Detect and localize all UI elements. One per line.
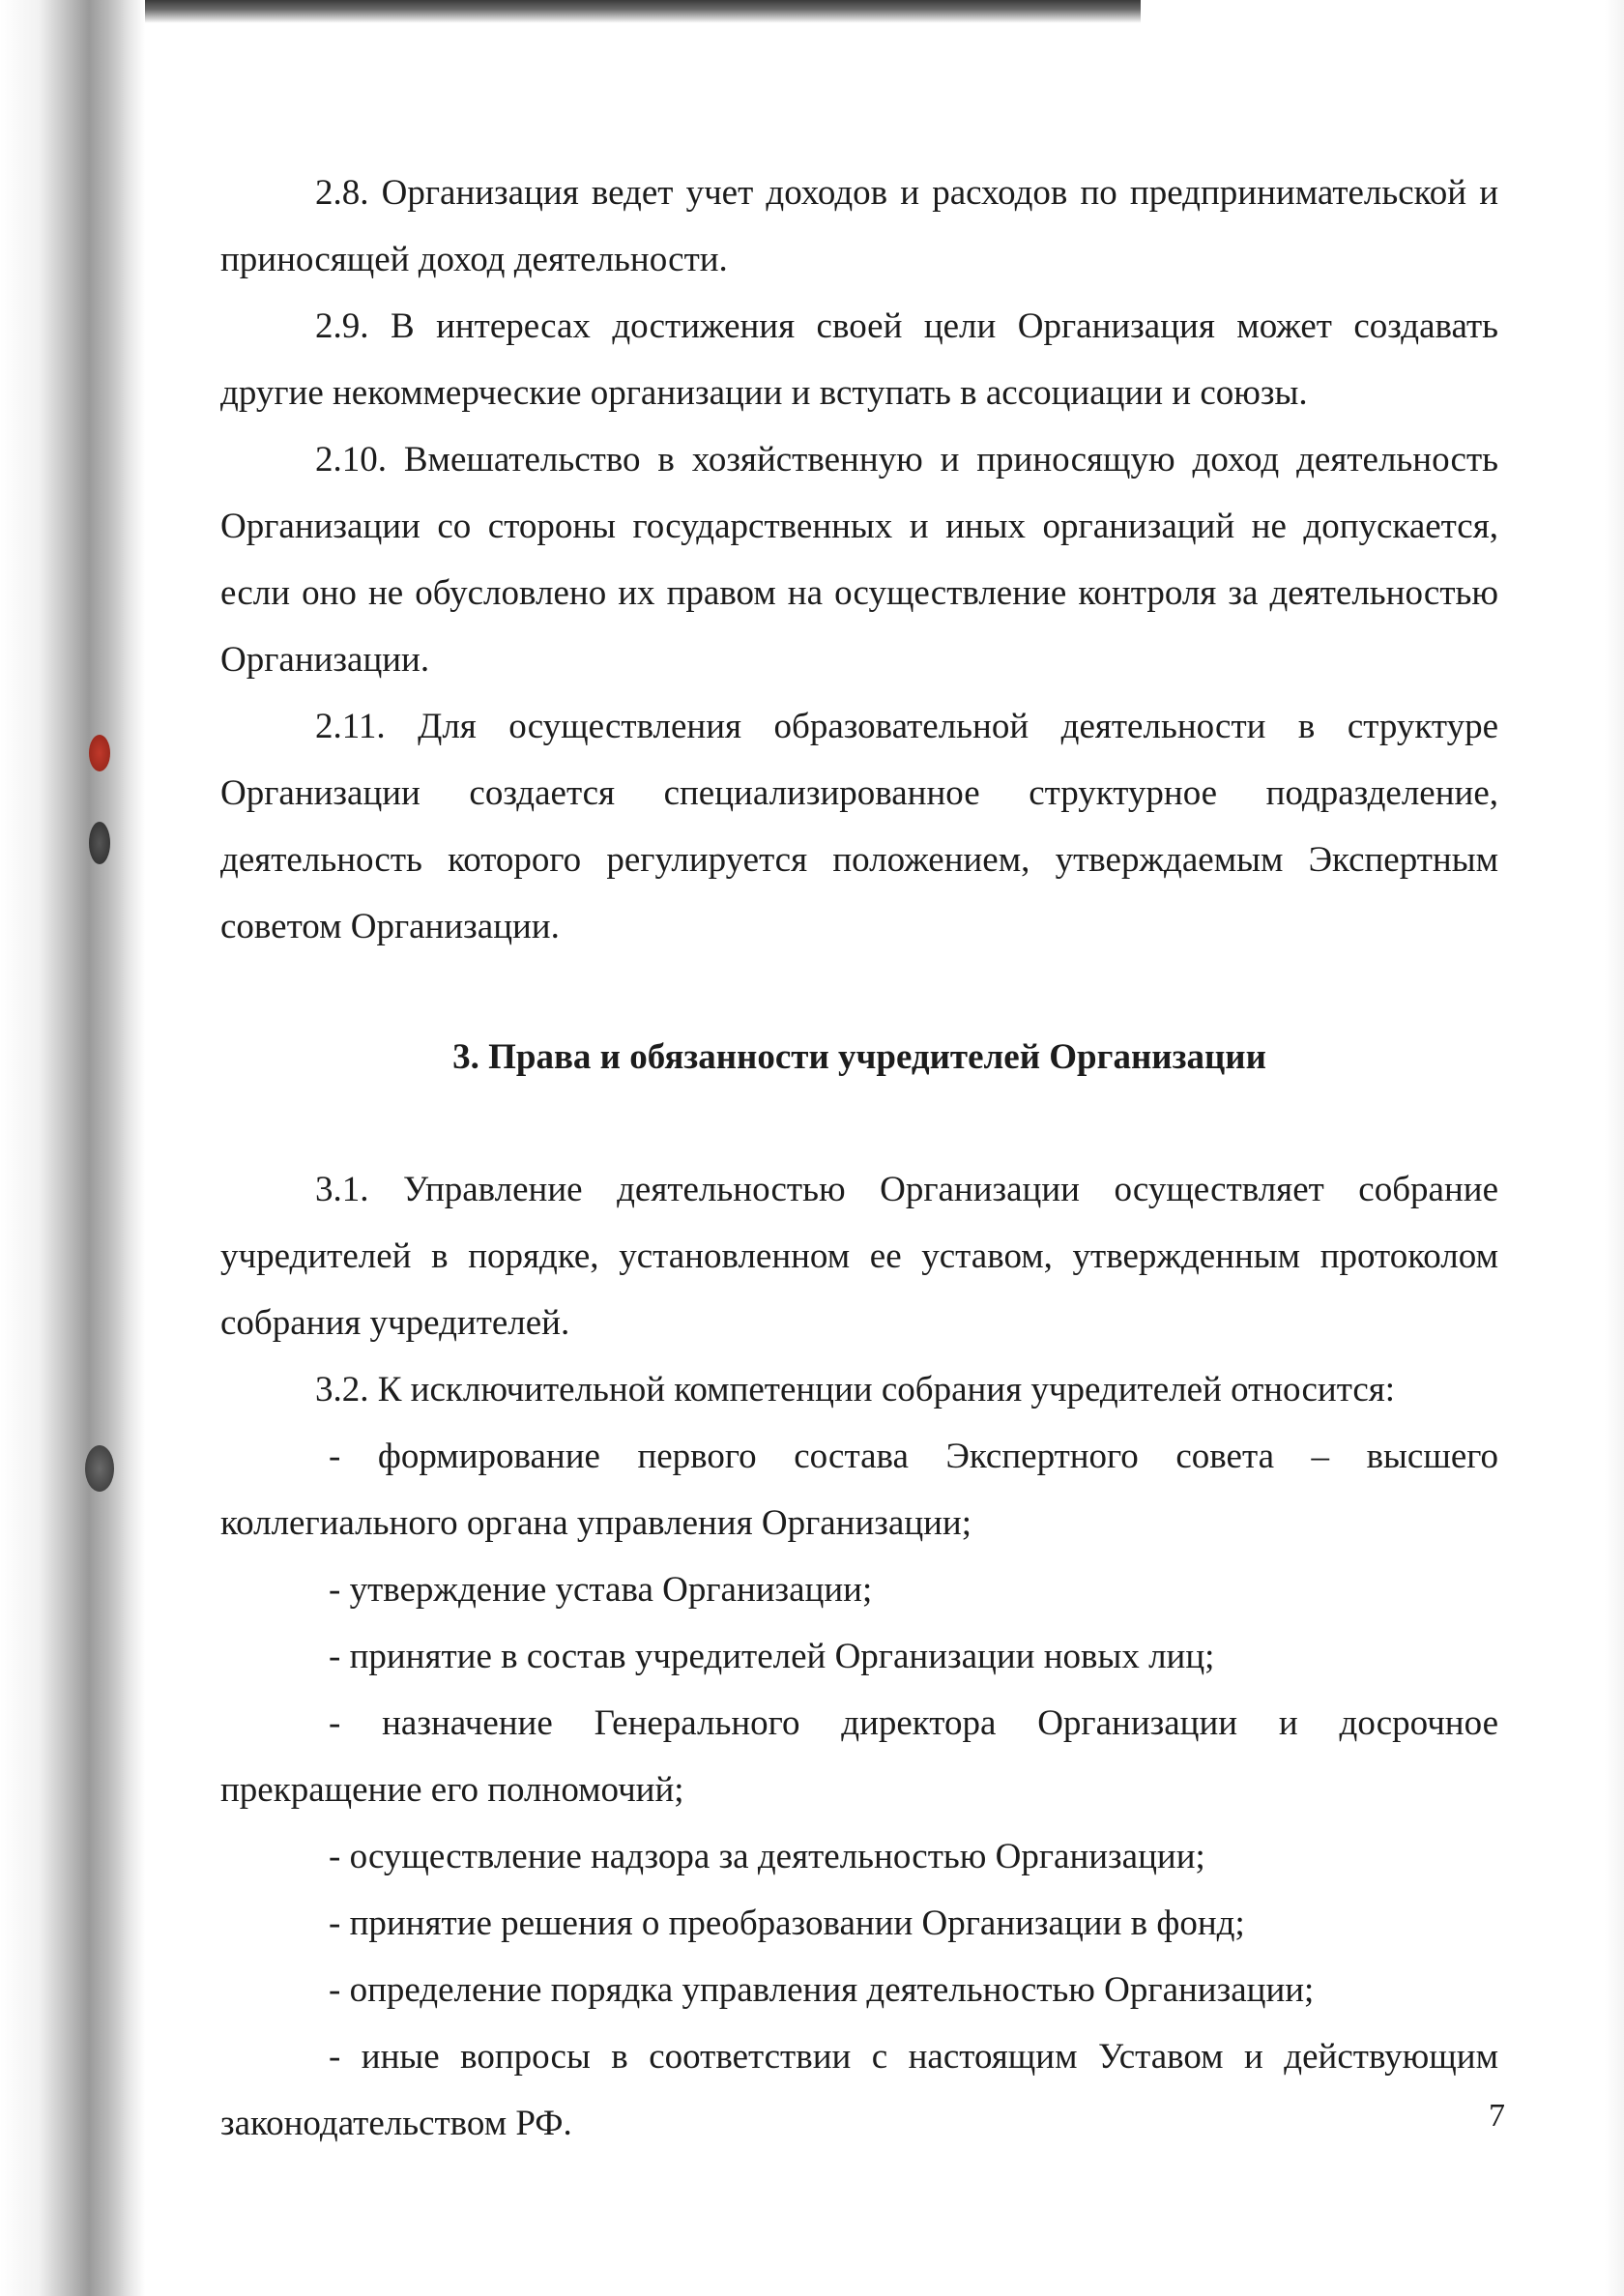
competence-item: - назначение Генерального директора Организации и досрочное прекращение его полномочий; (220, 1703, 1498, 1810)
competence-item: - формирование первого состава Экспертного совета – высшего коллегиального органа управления Организации; (220, 1437, 1498, 1543)
competence-list (220, 1423, 1498, 2157)
clause-3-1: 3.1. Управление деятельностью Организации осуществляет собрание учредителей в порядке, установленном ее уставом, утвержденным протоколом собрания учредителей. (220, 1170, 1498, 1343)
clause-2-10: 2.10. Вмешательство в хозяйственную и приносящую доход деятельность Организации со стороны государственных и иных организаций не допускается, если оно не обусловлено их правом на осуществление контроля за деятельностью Организации. (220, 440, 1498, 680)
competence-item: - определение порядка управления деятельностью Организации; (329, 1970, 1315, 2010)
competence-item: - утверждение устава Организации; (329, 1570, 873, 1610)
competence-item: - принятие в состав учредителей Организации новых лиц; (329, 1637, 1215, 1676)
competence-item: - принятие решения о преобразовании Организации в фонд; (329, 1904, 1245, 1943)
clause-2-8: 2.8. Организация ведет учет доходов и расходов по предпринимательской и приносящей доход деятельности. (220, 173, 1498, 279)
scan-right-edge (1605, 0, 1624, 2296)
scan-top-edge (0, 0, 1141, 23)
clause-3-2: 3.2. К исключительной компетенции собрания учредителей относится: (315, 1370, 1396, 1410)
punch-hole-mark (89, 822, 110, 864)
document-page (220, 160, 1498, 2157)
clause-2-11: 2.11. Для осуществления образовательной деятельности в структуре Организации создается специализированное структурное подразделение, деятельность которого регулируется положением, утверждаемым Экспертным советом Организации. (220, 707, 1498, 946)
competence-item: - осуществление надзора за деятельностью Организации; (329, 1837, 1205, 1876)
binding-shadow (0, 0, 145, 2296)
section-3-heading: 3. Права и обязанности учредителей Организации (452, 1037, 1266, 1077)
page-number: 7 (1489, 2098, 1505, 2134)
punch-hole-mark (89, 735, 110, 771)
clause-2-9: 2.9. В интересах достижения своей цели Организация может создавать другие некоммерческие организации и вступать в ассоциации и союзы. (220, 306, 1498, 413)
punch-hole-mark (85, 1445, 114, 1492)
competence-item: - иные вопросы в соответствии с настоящим Уставом и действующим законодательством РФ. (220, 2037, 1498, 2143)
